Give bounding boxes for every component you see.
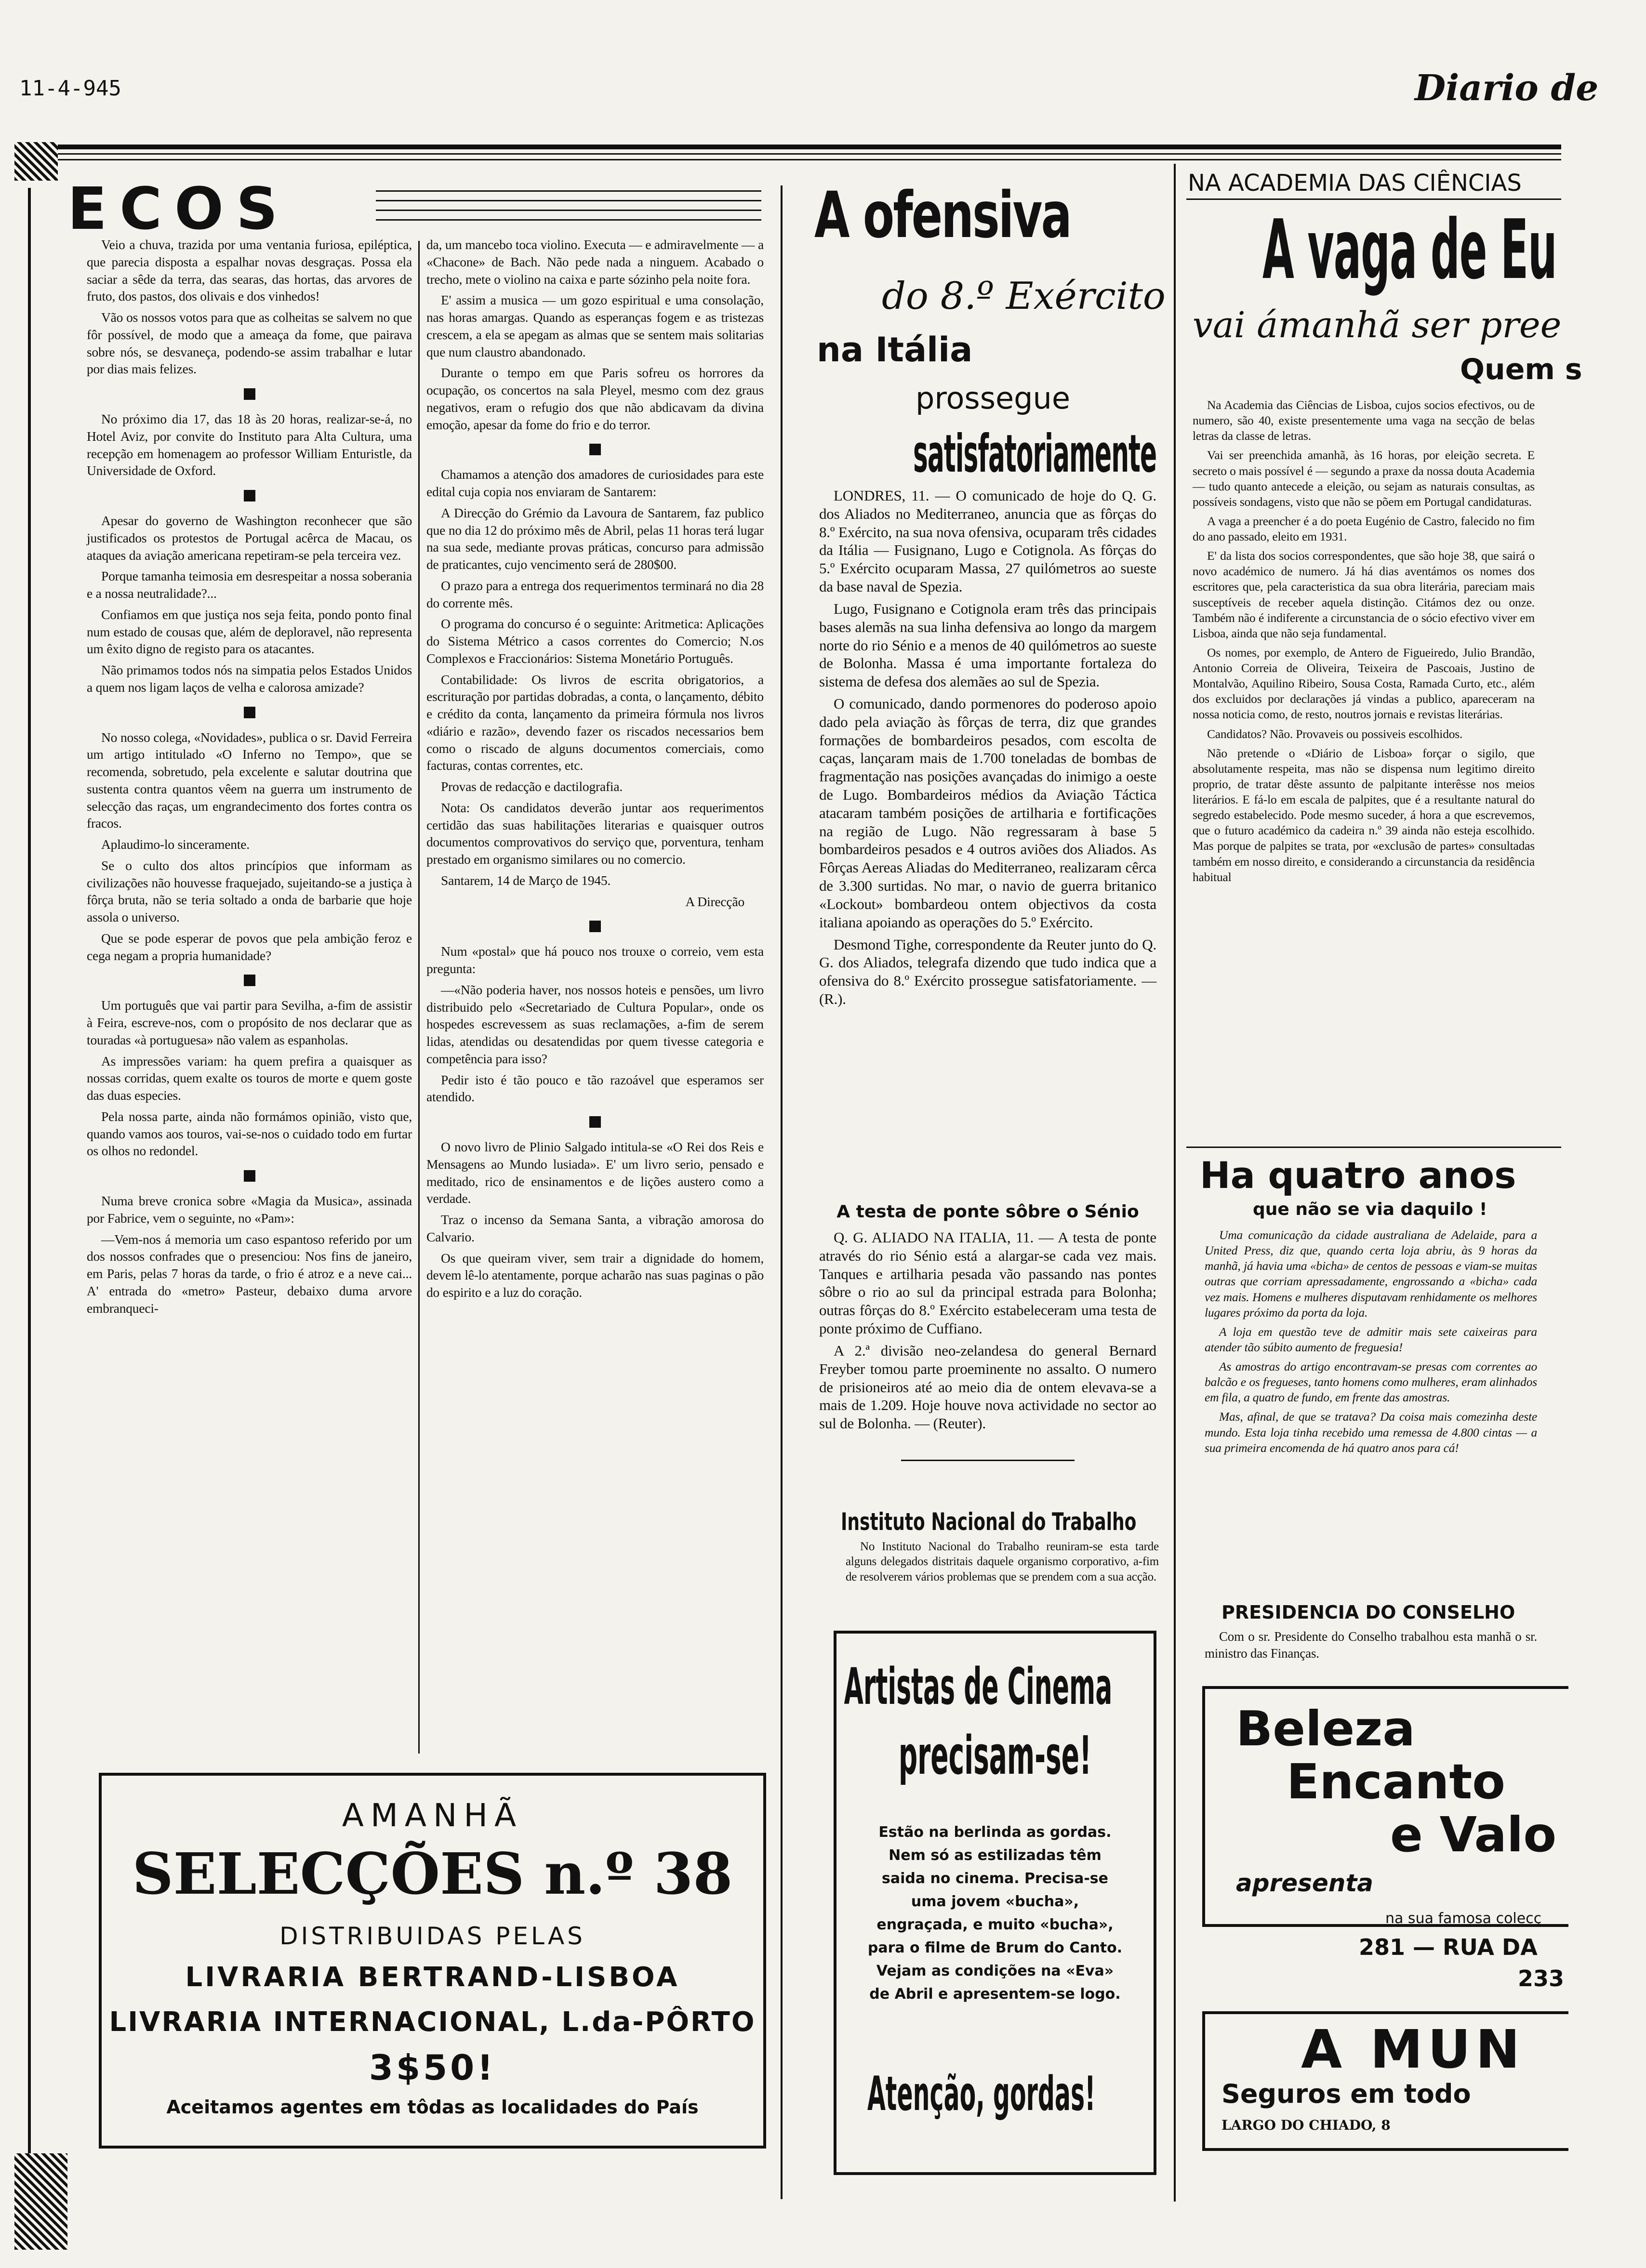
paragraph: Pela nossa parte, ainda não formámos opinião, visto que, quando vamos aos touros, vai-se-nos o cuidado todo em furtar os olhos no redondel. bbox=[87, 1108, 412, 1159]
paragraph: O prazo para a entrega dos requerimentos terminará no dia 28 do corrente mês. bbox=[426, 578, 764, 610]
paragraph: O comunicado, dando pormenores do poderoso apoio dado pela aviação às fôrças de terra, diz que grandes formações de bombardeiros pesados, com escolta de caças, lançaram mais de 1.700 toneladas de bombas de fragmentação nas posições avançadas do inimigo a oeste de Lugo. Bombardeiros médios da Aviação Táctica atacaram também posições de artilharia e fortificações na região de Lugo. Não regressaram à base 5 bombardeiros pesados e 4 outros aviões dos Aliados. As Fôrças Aereas Aliadas do Mediterraneo, realizaram cêrca de 3.300 surtidas. No mar, o navio de guerra britanico «Lockout» bombardeou ontem objectivos da costa italiana apoiando as operações do 5.º Exército. bbox=[819, 695, 1156, 931]
beleza-apresenta: apresenta bbox=[1236, 1869, 1374, 1897]
paragraph: Na Academia das Ciências de Lisboa, cujos socios efectivos, ou de numero, são 40, existe presentemente uma vaga na secção de belas letras da classe de letras. bbox=[1193, 398, 1535, 443]
beleza-line5: 281 — RUA DA bbox=[1359, 1934, 1538, 1960]
beleza-line1: Beleza bbox=[1236, 1701, 1415, 1757]
ecos-title-rule-2 bbox=[376, 200, 761, 201]
amundial-line1: A MUN bbox=[1301, 2018, 1525, 2080]
seleccoes-amanha: AMANHÃ bbox=[342, 1797, 523, 1834]
divider-center-right bbox=[1174, 164, 1176, 2202]
paragraph: Se o culto dos altos princípios que informam as civilizações não houvesse fraquejado, sujeitando-se a justiça à fôrça bruta, não se teria soltado a onda de barbarie que hoje assola o universo. bbox=[87, 857, 412, 924]
paragraph: Num «postal» que há pouco nos trouxe o correio, vem esta pregunta: bbox=[426, 944, 764, 976]
paragraph: Uma comunicação da cidade australiana de Adelaide, para a United Press, diz que, quando certa loja abriu, às 9 horas da manhã, já havia uma «bicha» de centos de pessoas e viam-se muitas outras que corriam apressadamente, engrossando a «bicha» cada vez mais. Homens e mulheres disputavam renhidamente os melhores lugares próximo da porta da loja. bbox=[1205, 1228, 1537, 1319]
paragraph: Veio a chuva, trazida por uma ventania furiosa, epiléptica, que parecia disposta a espalhar novas desgraças. Possa ela saciar a sêde da terra, das searas, das hortas, das arvores de fruto, dos pastos, dos olivais e dos vinhedos! bbox=[87, 237, 412, 304]
ofensiva-subtitle3: prossegue bbox=[916, 381, 1070, 416]
ecos-title-rule-4 bbox=[376, 219, 761, 221]
paragraph: Q. G. ALIADO NA ITALIA, 11. — A testa de ponte através do rio Sénio está a alargar-se cada vez mais. Tanques e artilharia pesada vão passando nas pontes sôbre o rio ao sul da principal estrada para Bolonha; outras fôrças do 8.º Exército estabeleceram uma testa de ponte próximo de Cuffiano. bbox=[819, 1229, 1156, 1337]
left-border bbox=[28, 188, 31, 2153]
separator-square bbox=[244, 707, 255, 718]
paragraph: Vão os nossos votos para que as colheitas se salvem no que fôr possível, de modo que a ameaça da fome, que pairava sobre nós, se desvaneça, podendo-se assim trabalhar e lutar por dias mais felizes. bbox=[87, 310, 412, 377]
masthead-date: 11-4-945 bbox=[19, 76, 121, 101]
ecos-right-column bbox=[426, 236, 764, 1305]
presidencia-text: Com o sr. Presidente do Conselho trabalhou esta manhã o sr. ministro das Finanças. bbox=[1205, 1629, 1537, 1661]
ecos-title-rule-1 bbox=[376, 190, 761, 192]
ofensiva-body2 bbox=[819, 1228, 1156, 1437]
ofensiva-subtitle4: satisfatoriamente bbox=[913, 424, 1157, 484]
paragraph: —Vem-nos á memoria um caso espantoso referido por um dos nossos confrades que o presenciou: Nos fins de janeiro, em Paris, pelas 7 horas da tarde, o frio é atroz e a neve cai... A' entrada do «metro» Pasteur, debaixo duma arvore embranqueci- bbox=[87, 1231, 412, 1316]
amundial-line3: LARGO DO CHIADO, 8 bbox=[1221, 2117, 1391, 2133]
paragraph: E' da lista dos socios correspondentes, que são hoje 38, que sairá o novo académico de numero. Já há dias aventámos os nomes dos escritores que, pela caracteristica da sua obra literária, pareciam mais susceptíveis de receber aquela distinção. Citámos dez ou onze. Também não é indiferente a circunstancia de o sócio efectivo viver em Lisboa, ainda que não seja fundamental. bbox=[1193, 549, 1535, 640]
artistas-line2: precisam-se! bbox=[898, 1725, 1092, 1786]
corner-mark-top bbox=[14, 142, 58, 181]
academia-kicker-rule bbox=[1186, 198, 1561, 200]
paragraph: Confiamos em que justiça nos seja feita, pondo ponto final num estado de cousas que, além de deploravel, não representa um êxito digno de registo para os atacantes. bbox=[87, 607, 412, 657]
paragraph: Santarem, 14 de Março de 1945. bbox=[441, 872, 611, 888]
top-rule-thick bbox=[58, 145, 1561, 149]
paragraph: As amostras do artigo encontravam-se presas com correntes ao balcão e os fregueses, tanto homens como mulheres, eram alinhados em fila, a quatro de fundo, em frente das amostras. bbox=[1205, 1359, 1537, 1405]
paragraph: Um português que vai partir para Sevilha, a-fim de assistir à Feira, escreve-nos, com o propósito de nos declarar que as touradas «à portuguesa» não valem as espanholas. bbox=[87, 998, 412, 1047]
paragraph: No próximo dia 17, das 18 às 20 horas, realizar-se-á, no Hotel Aviz, por convite do Instituto para Alta Cultura, uma recepção em homenagem ao professor William Enturistle, da Universidade de Oxford. bbox=[87, 411, 412, 478]
quatro-anos-subtitle: que não se via daquilo ! bbox=[1253, 1200, 1487, 1219]
paragraph: E' assim a musica — um gozo espiritual e uma consolação, nas horas amargas. Quando as esperanças fogem e as tristezas crescem, a ela se apegam as almas que se sentem mais solitarias que num claustro abandonado. bbox=[426, 292, 764, 359]
beleza-line6: 233 bbox=[1518, 1965, 1565, 1991]
paragraph: Lugo, Fusignano e Cotignola eram três das principais bases alemãs na sua linha defensiva ao longo da margem norte do rio Sénio e a menos de 40 quilómetros ao sueste de Bolonha. Massa é uma importante fortaleza do sistema de defesa dos alemães ao sul de Spezia. bbox=[819, 600, 1156, 690]
artistas-line1: Artistas de Cinema bbox=[844, 1657, 1113, 1716]
artistas-body: Estão na berlinda as gordas. Nem só as estilizadas têm saida no cinema. Precisa-se uma jovem «bucha», engraçada, e muito «bucha», para o filme de Brum do Canto. Vejam as condições na «Eva» de Abril e apresentem-se logo. bbox=[867, 1824, 1123, 2003]
seleccoes-price: 3$50! bbox=[369, 2047, 496, 2088]
academia-subtitle2: Quem s bbox=[1460, 353, 1582, 386]
seleccoes-title: SELECÇÕES n.º 38 bbox=[132, 1840, 733, 1907]
paragraph: —«Não poderia haver, nos nossos hoteis e pensões, um livro distribuido pelo «Secretariado de Cultura Popular», onde os hospedes escrevessem as suas reclamações, a-fim de serem lidas, atendidas ou desatendidas por quem tivesse categoria e competência para isso? bbox=[426, 982, 764, 1066]
paragraph: Contabilidade: Os livros de escrita obrigatorios, a escrituração por partidas dobradas, a conta, o lançamento, débito e crédito da conta, lançamento da primeira fórmula nos livros «diário e razão», devendo fazer os riscados necessarios bem como o riscado de alguns documentos comerciais, como facturas, contas correntes, etc. bbox=[426, 672, 764, 773]
seleccoes-footer: Aceitamos agentes em tôdas as localidades do País bbox=[166, 2097, 699, 2118]
paragraph: Não pretende o «Diário de Lisboa» forçar o sigilo, que absolutamente respeita, mas não se dispensa num legitimo direito proprio, de tratar dêste assunto de palpitante interêsse nos meios literários. E fá-lo em escala de palpites, que é a resultante natural do segredo estabelecido. Pode mesmo suceder, á hora a que escrevemos, que o futuro académico da cadeira n.º 39 ainda não esteja escolhido. Mas porque de palpites se trata, por «exclusão de partes» consultadas também em nosso direito, e considerando a circunstancia da residência habitual bbox=[1193, 746, 1535, 884]
academia-subtitle: vai ámanhã ser pree bbox=[1193, 304, 1561, 346]
seleccoes-distrib: DISTRIBUIDAS PELAS bbox=[279, 1922, 585, 1950]
paragraph: Numa breve cronica sobre «Magia da Musica», assinada por Fabrice, vem o seguinte, no «Pam»: bbox=[87, 1193, 412, 1226]
paragraph: LONDRES, 11. — O comunicado de hoje do Q. G. dos Aliados no Mediterraneo, anuncia que as fôrças do 8.º Exército, na sua nova ofensiva, ocuparam três cidades da Itália — Fusignano, Lugo e Cotignola. As fôrças do 5.º Exército ocuparam Massa, 27 quilómetros ao sueste da base naval de Spezia. bbox=[819, 487, 1156, 595]
beleza-line4: na sua famosa colecç bbox=[1385, 1910, 1542, 1927]
paragraph: Porque tamanha teimosia em desrespeitar a nossa soberania e a nossa neutralidade?... bbox=[87, 568, 412, 601]
paragraph: Desmond Tighe, correspondente da Reuter junto do Q. G. dos Aliados, telegrafa dizendo que tudo indica que a ofensiva do 8.º Exército prossegue satisfatoriamente. — (R.). bbox=[819, 936, 1156, 1007]
paragraph: Aplaudimo-lo sinceramente. bbox=[101, 837, 250, 852]
paragraph: O programa do concurso é o seguinte: Aritmetica: Aplicações do Sistema Métrico a casos correntes do Comercio; N.os Complexos e Fraccionários: Sistema Monetário Português. bbox=[426, 616, 764, 666]
paragraph: da, um mancebo toca violino. Executa — e admiravelmente — a «Chacone» de Bach. Não pede nada a ninguem. Acabado o trecho, mete o violino na caixa e parte sózinho pela noite fora. bbox=[426, 237, 764, 287]
seleccoes-livraria2: LIVRARIA INTERNACIONAL, L.da-PÔRTO bbox=[109, 2006, 756, 2038]
paragraph: Mas, afinal, de que se tratava? Da coisa mais comezinha deste mundo. Esta loja tinha recebido uma remessa de 4.800 cintas — a sua primeira encomenda de há quatro anos para cá! bbox=[1205, 1410, 1537, 1455]
ofensiva-title: A ofensiva bbox=[814, 178, 1071, 252]
separator-square bbox=[589, 444, 601, 455]
separator-square bbox=[244, 1170, 255, 1182]
amundial-line2: Seguros em todo bbox=[1221, 2079, 1471, 2109]
paragraph: Chamamos a atenção dos amadores de curiosidades para este edital cuja copia nos enviaram de Santarem: bbox=[426, 467, 764, 499]
ofensiva-end-rule bbox=[901, 1460, 1075, 1461]
beleza-line3: e Valo bbox=[1390, 1806, 1557, 1863]
paragraph: A loja em questão teve de admitir mais sete caixeiras para atender tão súbito aumento de freguesia! bbox=[1205, 1324, 1537, 1354]
beleza-line2: Encanto bbox=[1287, 1754, 1505, 1810]
paragraph: Vai ser preenchida amanhã, às 16 horas, por eleição secreta. E secreto o mais possível é — segundo a praxe da nossa douta Academia — tudo quanto antecede a eleição, ou sejam as naturais consultas, as possíveis sondagens, visto que não se põem em Portugal candidaturas. bbox=[1193, 448, 1535, 509]
paragraph: A 2.ª divisão neo-zelandesa do general Bernard Freyber tomou parte proeminente no assalto. O numero de prisioneiros até ao meio dia de ontem elevava-se a mais de 1.209. Hoje houve nova actividade no sector ao sul de Bolonha. — (Reuter). bbox=[819, 1342, 1156, 1432]
separator-square bbox=[244, 388, 255, 400]
paragraph: Pedir isto é tão pouco e tão razoável que esperamos ser atendido. bbox=[426, 1072, 764, 1105]
separator-square bbox=[244, 975, 255, 986]
academia-end-rule bbox=[1186, 1147, 1561, 1148]
separator-square bbox=[589, 1116, 601, 1128]
seleccoes-livraria1: LIVRARIA BERTRAND-LISBOA bbox=[185, 1962, 680, 1993]
masthead-paper-name: Diario de bbox=[1415, 67, 1599, 109]
ecos-title: ECOS bbox=[67, 176, 291, 243]
paragraph: No nosso colega, «Novidades», publica o sr. David Ferreira um artigo intitulado «O Inferno no Tempo», que se recomenda, sobretudo, pela excelente e salutar doutrina que sustenta contra quantos vêem na guerra um instrumento de selecção das raças, um engrandecimento dos fortes contra os fracos. bbox=[87, 729, 412, 831]
paragraph: Traz o incenso da Semana Santa, a vibração amorosa do Calvario. bbox=[426, 1212, 764, 1244]
ofensiva-body bbox=[819, 487, 1156, 1012]
top-rule-thin bbox=[58, 153, 1561, 155]
academia-kicker: NA ACADEMIA DAS CIÊNCIAS bbox=[1188, 170, 1522, 197]
ofensiva-subtitle2: na Itália bbox=[817, 330, 973, 369]
quatro-anos-title: Ha quatro anos bbox=[1200, 1154, 1516, 1197]
paragraph: Que se pode esperar de povos que pela ambição feroz e cega negam a propria humanidade? bbox=[87, 930, 412, 963]
artistas-footer: Atenção, gordas! bbox=[867, 2067, 1096, 2122]
ecos-left-column bbox=[87, 236, 412, 1320]
paragraph: Durante o tempo em que Paris sofreu os horrores da ocupação, os concertos na sala Pleyel, mesmo com dez graus negativos, eram o refugio dos que não abdicavam da divina emoção, apesar da fome do frio e do terror. bbox=[426, 365, 764, 432]
paragraph: Os que queiram viver, sem trair a dignidade do homem, devem lê-lo atentamente, porque acharão nas suas paginas o pão do espirito e a luz do coração. bbox=[426, 1250, 764, 1300]
presidencia-title: PRESIDENCIA DO CONSELHO bbox=[1221, 1602, 1515, 1623]
paragraph: A vaga a preencher é a do poeta Eugénio de Castro, falecido no fim do ano passado, eleito em 1931. bbox=[1193, 514, 1535, 543]
paragraph: A Direcção do Grémio da Lavoura de Santarem, faz publico que no dia 12 do próximo mês de Abril, pelas 11 horas terá lugar na sua sede, mediante provas práticas, concurso para admissão de praticantes, cujo vencimento será de 280$00. bbox=[426, 505, 764, 572]
paragraph: Não primamos todos nós na simpatia pelos Estados Unidos a quem nos ligam laços de velha e calorosa amizade? bbox=[87, 662, 412, 695]
ecos-title-rule-3 bbox=[376, 210, 761, 211]
academia-title: A vaga de Eu bbox=[1262, 202, 1557, 298]
top-rule-thin-2 bbox=[58, 159, 1561, 160]
signature: A Direcção bbox=[685, 894, 744, 909]
ofensiva-subtitle1: do 8.º Exército bbox=[882, 275, 1166, 318]
divider-ecos-right bbox=[781, 185, 783, 2199]
ofensiva-subhead: A testa de ponte sôbre o Sénio bbox=[836, 1202, 1139, 1222]
paragraph: Apesar do governo de Washington reconhecer que são justificados os protestos de Portugal acêrca de Macau, os ataques da aviação americana repetiram-se pela terceira vez. bbox=[87, 513, 412, 563]
paragraph: As impressões variam: ha quem prefira a quaisquer as nossas corridas, quem exalte os touros de morte e quem goste das duas especies. bbox=[87, 1053, 412, 1103]
paragraph: O novo livro de Plinio Salgado intitula-se «O Rei dos Reis e Mensagens ao Mundo lusiada». E' um livro serio, pensado e meditado, rico de ensinamentos e de lições austero como a verdade. bbox=[426, 1139, 764, 1206]
paragraph: Candidatos? Não. Provaveis ou possiveis escolhidos. bbox=[1207, 726, 1463, 741]
paragraph: Provas de redacção e dactilografia. bbox=[441, 779, 623, 794]
separator-square bbox=[589, 921, 601, 932]
corner-mark-bottom bbox=[14, 2153, 67, 2250]
paragraph: Os nomes, por exemplo, de Antero de Figueiredo, Julio Brandão, Antonio Correia de Oliveira, Teixeira de Pascoais, Justino de Montalvão, Aquilino Ribeiro, Sousa Costa, Ramada Curto, etc., além dos excluidos por declarações já vindas a publico, apareceram na nossa noticia como, de resto, noutros jornais e revistas literárias. bbox=[1193, 645, 1535, 722]
quatro-anos-body bbox=[1205, 1227, 1537, 1460]
academia-body bbox=[1193, 397, 1535, 889]
separator-square bbox=[244, 490, 255, 501]
instituto-title: Instituto Nacional do Trabalho bbox=[841, 1508, 1137, 1536]
divider-ecos-mid bbox=[418, 241, 420, 1754]
instituto-text: No Instituto Nacional do Trabalho reuniram-se esta tarde alguns delegados distritais daquele organismo corporativo, a-fim de resolverem vários problemas que se prendem com a sua acção. bbox=[846, 1540, 1159, 1583]
paragraph: Nota: Os candidatos deverão juntar aos requerimentos certidão das suas habilitações literarias e quaisquer outros documentos comprovativos do serviço que, porventura, tenham prestado em organismo similares ou no comercio. bbox=[426, 800, 764, 867]
